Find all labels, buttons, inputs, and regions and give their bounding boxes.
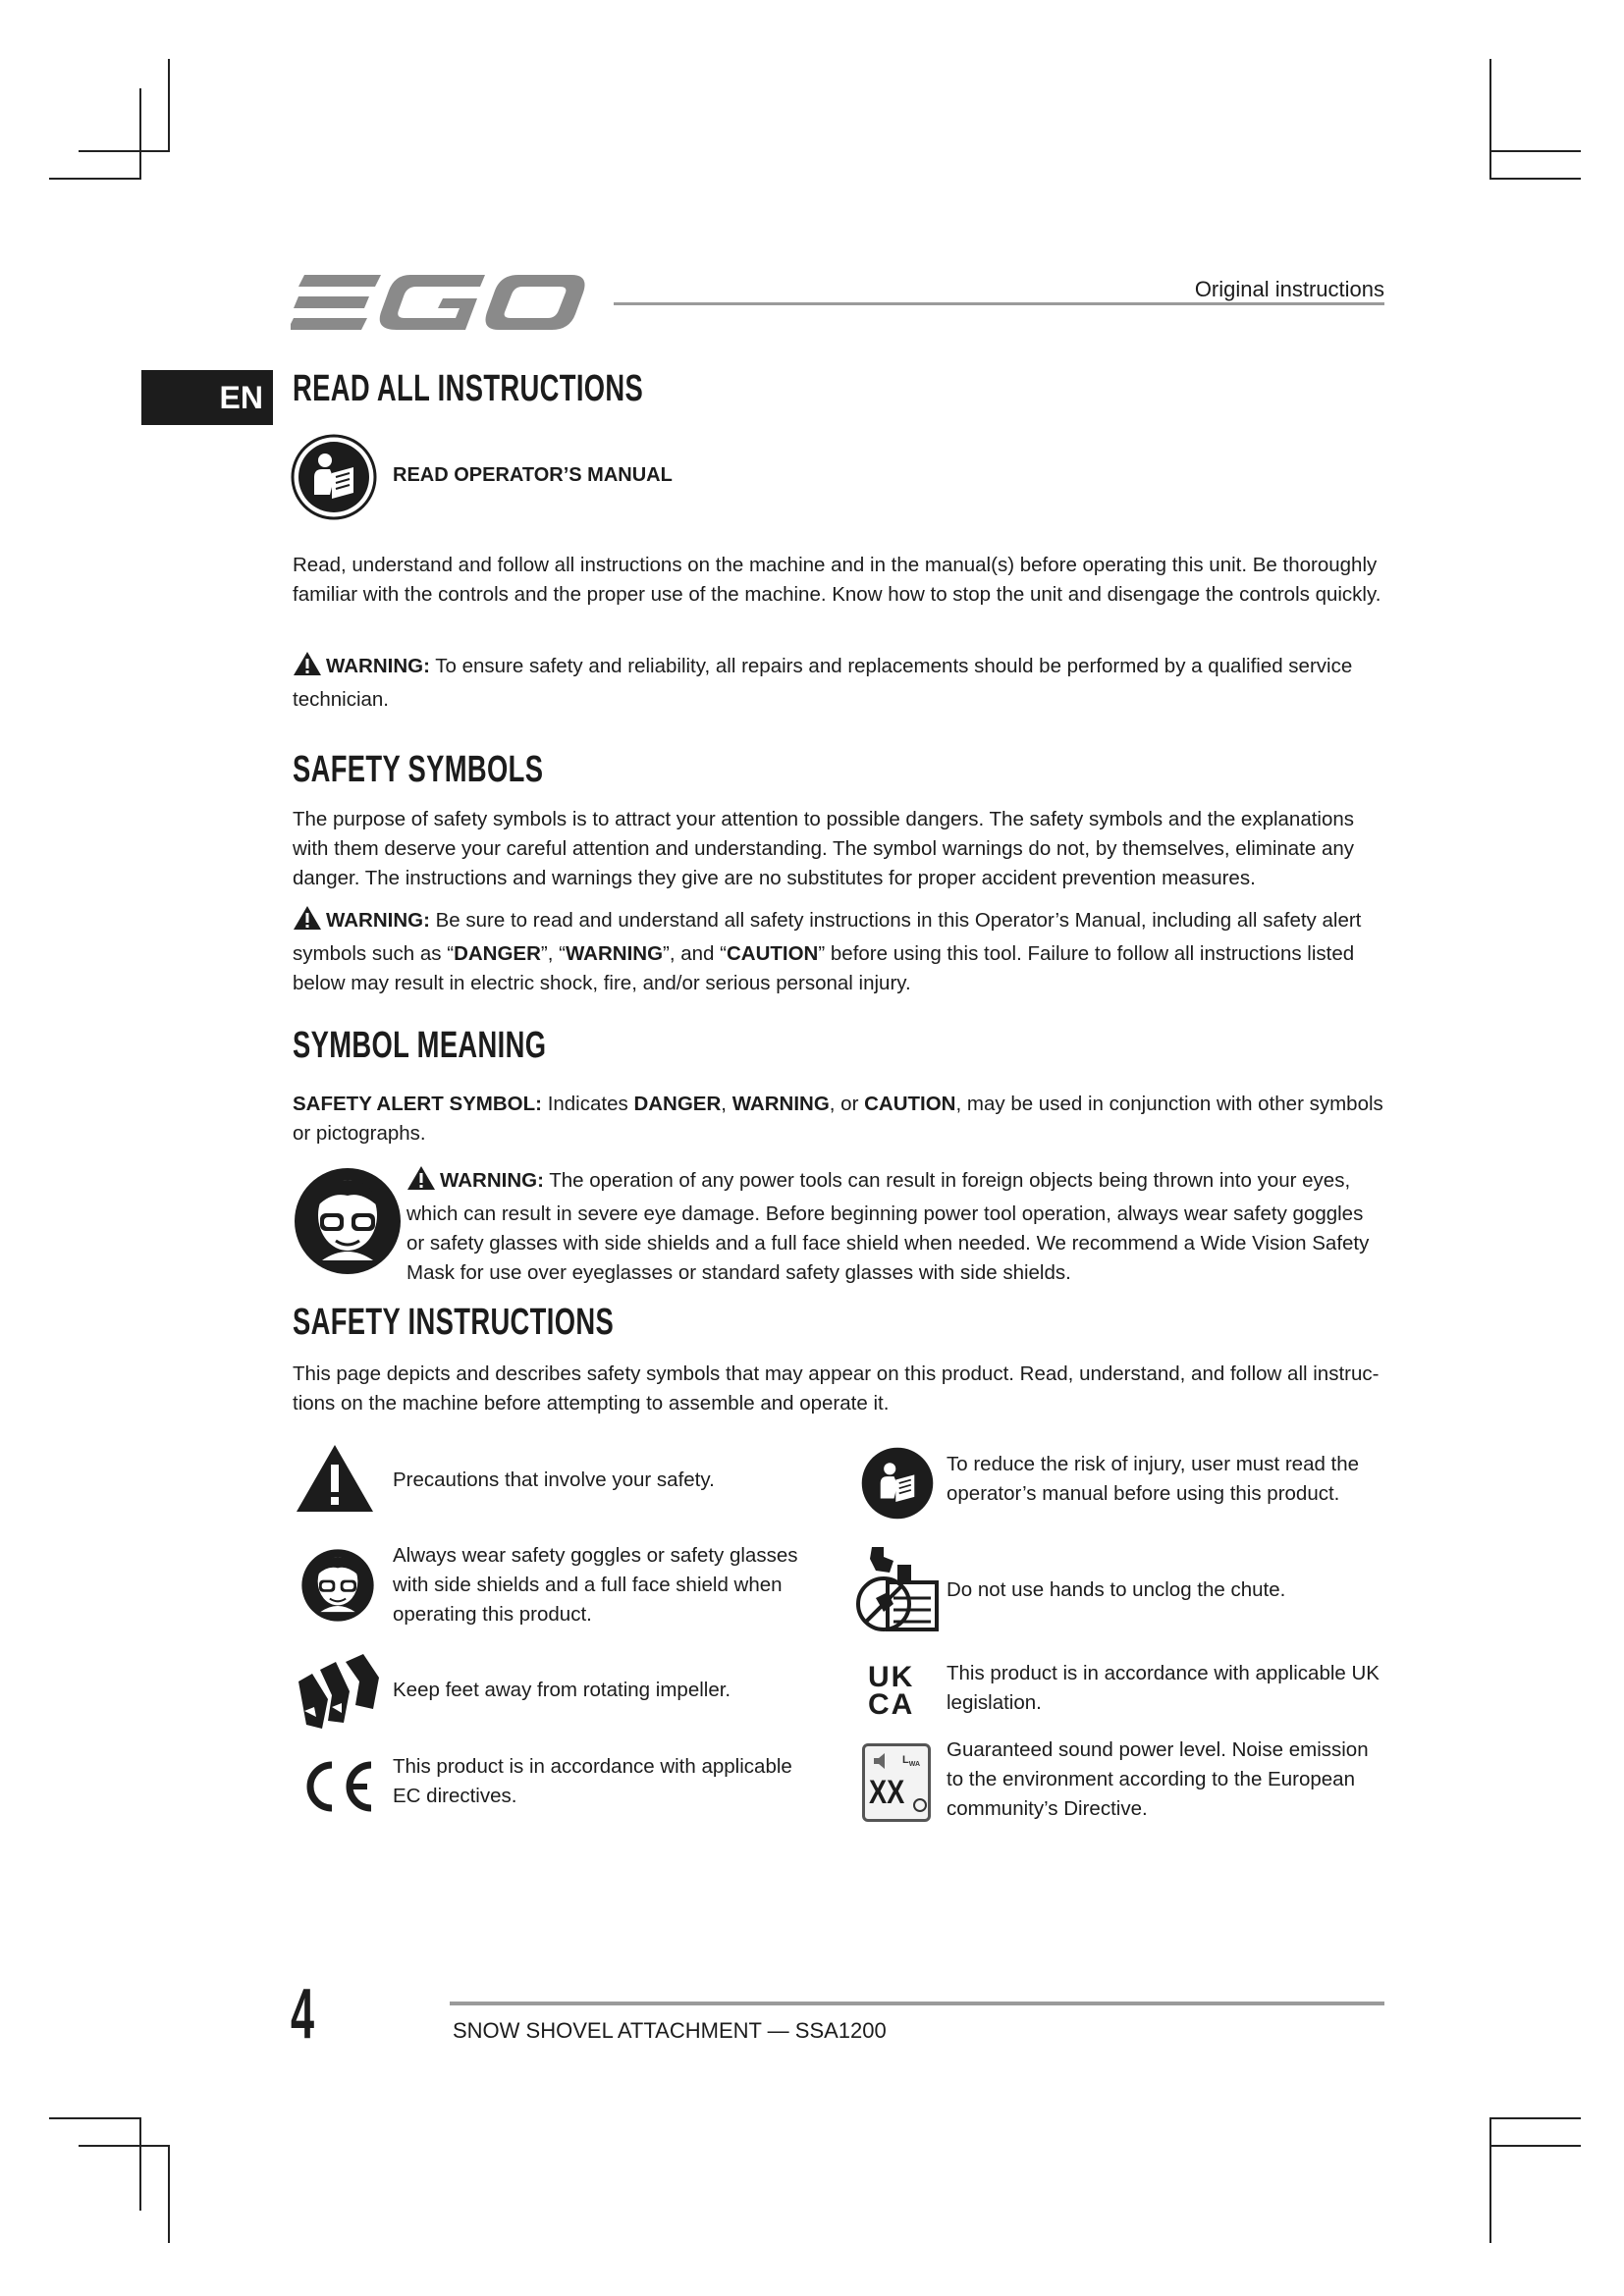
- sound-unit-label: [902, 1754, 920, 1768]
- crop-mark-top-left-h2: [49, 178, 141, 180]
- brand-logo: [291, 271, 585, 334]
- alert-text: , may be used in conjunction with other symbols or pictographs.: [293, 1093, 1383, 1145]
- warning-text: To ensure safety and reliability, all repairs and replacements should be performed by a qualified service technician.: [293, 655, 1353, 711]
- ukca-mark-icon: [868, 1661, 923, 1721]
- warning-label: WARNING:: [326, 909, 430, 932]
- footer-product: SNOW SHOVEL ATTACHMENT — SSA1200: [453, 2018, 887, 2043]
- decibel-icon: [912, 1797, 928, 1813]
- eye-protection-icon: [300, 1548, 375, 1628]
- heading-read-all: READ ALL INSTRUCTIONS: [293, 368, 644, 409]
- warning-triangle-icon: [295, 1443, 375, 1519]
- crop-mark-top-left-v2: [139, 88, 141, 180]
- warning-triangle-icon: [293, 651, 322, 685]
- warning-text-part1: Be sure to read and understand all safety instructions in this Operator’s Manual, including all safety alert symbols such as “: [293, 909, 1362, 965]
- crop-mark-bottom-left-h: [79, 2145, 170, 2147]
- safety-symbols-warning: [293, 905, 1384, 998]
- crop-mark-top-right-h: [1489, 150, 1581, 152]
- separator: ,: [721, 1093, 727, 1115]
- read-all-warning: [293, 651, 1384, 715]
- heading-safety-instructions: SAFETY INSTRUCTIONS: [293, 1302, 615, 1343]
- ukca-mark-top: UK: [868, 1661, 915, 1693]
- footer-rule: [450, 2002, 1384, 2005]
- manual-label: READ OPERATOR’S MANUAL: [393, 464, 673, 486]
- crop-mark-top-right-v: [1489, 59, 1491, 179]
- alert-text: Indicates: [547, 1093, 628, 1115]
- crop-mark-top-right-h2: [1489, 178, 1581, 180]
- crop-mark-bottom-right-h: [1489, 2117, 1581, 2119]
- crop-mark-bottom-right-h2: [1489, 2145, 1581, 2147]
- warning-label: WARNING:: [326, 655, 430, 677]
- warning-triangle-icon: [293, 905, 322, 939]
- sound-power-value: XX: [869, 1774, 905, 1811]
- caution-word: CAUTION: [864, 1093, 956, 1115]
- crop-mark-top-left-v: [168, 59, 170, 152]
- eye-warning-text: The operation of any power tools can result in foreign objects being thrown into your eyes, which can result in severe eye damage. Before beginning power tool operation, always wear safety goggles or safety glasses with side shields and a full face shield when needed. We recommend a Wide Vision Safety Mask for use over eyeglasses or standard safety glasses with side shields.: [406, 1169, 1370, 1284]
- danger-word: DANGER: [454, 942, 541, 965]
- ego-logo-icon: [291, 271, 585, 334]
- crop-mark-top-left-h: [79, 150, 170, 152]
- eye-warning: [406, 1165, 1371, 1288]
- separator: ”, and “: [663, 942, 727, 965]
- symbol-text-chute: Do not use hands to unclog the chute.: [947, 1578, 1286, 1601]
- crop-mark-bottom-left-v: [168, 2145, 170, 2243]
- page-number: 4: [291, 1975, 315, 2054]
- safety-alert-definition: [293, 1090, 1384, 1148]
- warning-word: WARNING: [565, 942, 664, 965]
- caution-word: CAUTION: [726, 942, 819, 965]
- alert-label: SAFETY ALERT SYMBOL:: [293, 1093, 542, 1115]
- sound-power-icon: [862, 1743, 931, 1822]
- read-manual-icon: [860, 1446, 935, 1525]
- ukca-mark-bottom: CA: [868, 1688, 915, 1721]
- sound-unit: L: [902, 1754, 909, 1766]
- heading-safety-symbols: SAFETY SYMBOLS: [293, 749, 544, 790]
- read-all-body: Read, understand and follow all instructions on the machine and in the manual(s) before operating this unit. Be thoroughly familiar with the controls and the proper use of the machine. Know how to stop the unit and disengage the controls quickly.: [293, 554, 1381, 606]
- read-manual-icon: [291, 434, 377, 525]
- crop-mark-bottom-left-v2: [139, 2117, 141, 2211]
- symbol-text-ce: This product is in accordance with applicable EC directives.: [393, 1755, 792, 1807]
- separator: , or: [829, 1093, 859, 1115]
- symbol-text-ukca: This product is in accordance with applicable UK legislation.: [947, 1662, 1380, 1714]
- eye-protection-icon: [293, 1166, 403, 1281]
- symbol-text-eye: Always wear safety goggles or safety glasses with side shields and a full face shield when operating this product.: [393, 1544, 798, 1626]
- speaker-icon: [871, 1750, 893, 1772]
- no-hands-chute-icon: [854, 1543, 943, 1638]
- crop-mark-bottom-right-v: [1489, 2117, 1491, 2243]
- warning-text-part2: ” before using this tool. Failure to follow all instructions listed below may result in electric shock, fire, and/or serious personal injury.: [293, 942, 1355, 994]
- separator: ”, “: [540, 942, 566, 965]
- language-tab: EN: [141, 370, 273, 425]
- danger-word: DANGER: [633, 1093, 722, 1115]
- symbol-text-safety: Precautions that involve your safety.: [393, 1468, 715, 1491]
- safety-instructions-body: This page depicts and describes safety symbols that may appear on this product. Read, understand, and follow all instruc-tions on the machine before attempting to assemble and operate it.: [293, 1362, 1380, 1415]
- warning-word: WARNING: [731, 1093, 830, 1115]
- sound-unit-sub: WA: [908, 1761, 921, 1769]
- warning-label: WARNING:: [440, 1169, 544, 1192]
- feet-away-icon: [295, 1652, 383, 1737]
- heading-symbol-meaning: SYMBOL MEANING: [293, 1025, 547, 1066]
- safety-symbols-body: The purpose of safety symbols is to attract your attention to possible dangers. The safety symbols and the explanations with them deserve your careful attention and understanding. The symbol warnings do not, by themselves, eliminate any danger. The instructions and warnings they give are no substitutes for proper accident prevention measures.: [293, 808, 1355, 889]
- warning-triangle-icon: [406, 1165, 436, 1200]
- symbol-text-manual: To reduce the risk of injury, user must read the operator’s manual before using this product.: [947, 1453, 1360, 1505]
- ce-mark-icon: [298, 1757, 377, 1821]
- crop-mark-bottom-left-h2: [49, 2117, 141, 2119]
- symbol-text-feet: Keep feet away from rotating impeller.: [393, 1679, 731, 1701]
- symbol-text-sound: Guaranteed sound power level. Noise emission to the environment according to the European community’s Directive.: [947, 1738, 1369, 1820]
- doc-type-label: Original instructions: [1194, 277, 1384, 301]
- header-rule: [614, 302, 1384, 305]
